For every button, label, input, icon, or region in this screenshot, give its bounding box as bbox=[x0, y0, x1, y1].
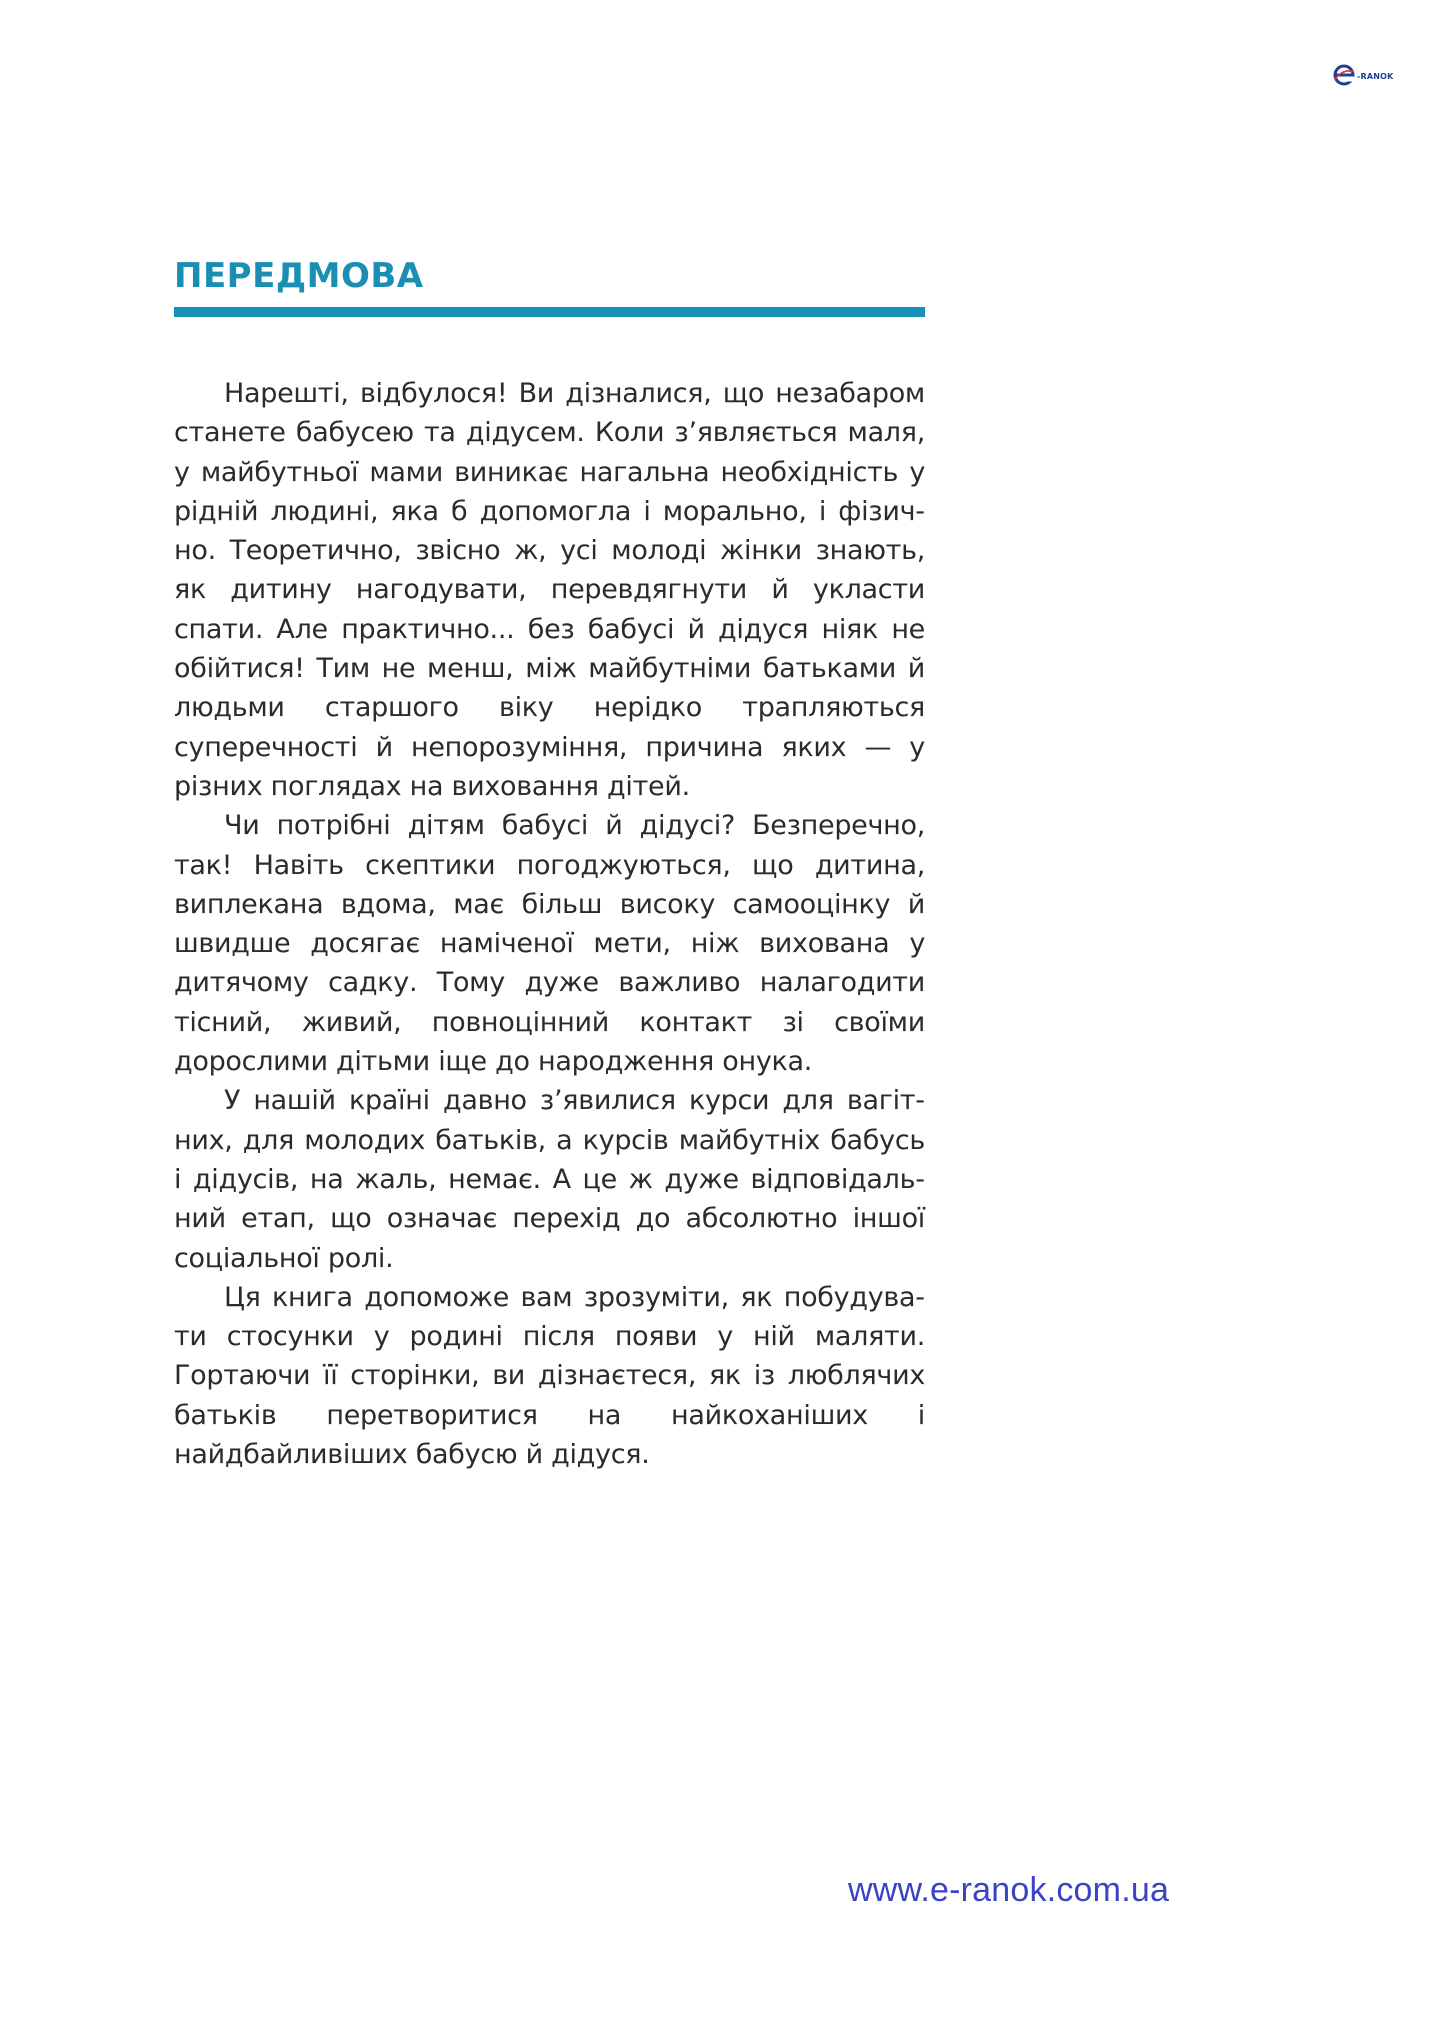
paragraph-4: Ця книга допоможе вам зрозуміти, як побудувати стосунки у родині після появи у ній маляти. Гортаючи її сторінки, ви дізнаєтеся, як із люблячих батьків перетворитися на найкоханіших і найдбайливіших бабусю й дідуся. bbox=[174, 1281, 925, 1471]
website-link[interactable]: www.e-ranok.com.ua bbox=[848, 1871, 1170, 1909]
publisher-e-logo-icon bbox=[1333, 64, 1355, 86]
publisher-logo-text: -RANOK bbox=[1357, 71, 1394, 81]
page-title: ПЕРЕДМОВА bbox=[174, 256, 424, 296]
paragraph-1: Нарешті, відбулося! Ви дізналися, що незабаром станете бабусею та дідусем. Коли з’являється маля, у майбутньої мами виникає нагальна необхідність у рідній людині, яка б допомогла і морально, і фізично. Теоретично, звісно ж, усі молоді жінки знають, як дитину нагодувати, перевдягнути й укласти спати. Але практично... без бабусі й дідуся ніяк не обійтися! Тим не менш, між майбутніми батьками й людьми старшого віку нерідко трапляються суперечності й непорозуміння, причина яких — у різних поглядах на виховання дітей. bbox=[174, 378, 925, 802]
article-body bbox=[174, 374, 925, 1474]
publisher-logo bbox=[1333, 62, 1394, 88]
title-underline-rule bbox=[174, 307, 925, 317]
paragraph-2: Чи потрібні дітям бабусі й дідусі? Безперечно, так! Навіть скептики погоджуються, що дитина, виплекана вдома, має більш високу самооцінку й швидше досягає наміченої мети, ніж вихована у дитячому садку. Тому дуже важливо налагодити тісний, живий, повноцінний контакт зі своїми дорослими дітьми іще до народження онука. bbox=[174, 810, 925, 1078]
paragraph-3: У нашій країні давно з’явилися курси для вагітних, для молодих батьків, а курсів майбутніх бабусь і дідусів, на жаль, немає. А це ж дуже відповідальний етап, що означає перехід до абсолютно іншої соціальної ролі. bbox=[174, 1085, 925, 1274]
